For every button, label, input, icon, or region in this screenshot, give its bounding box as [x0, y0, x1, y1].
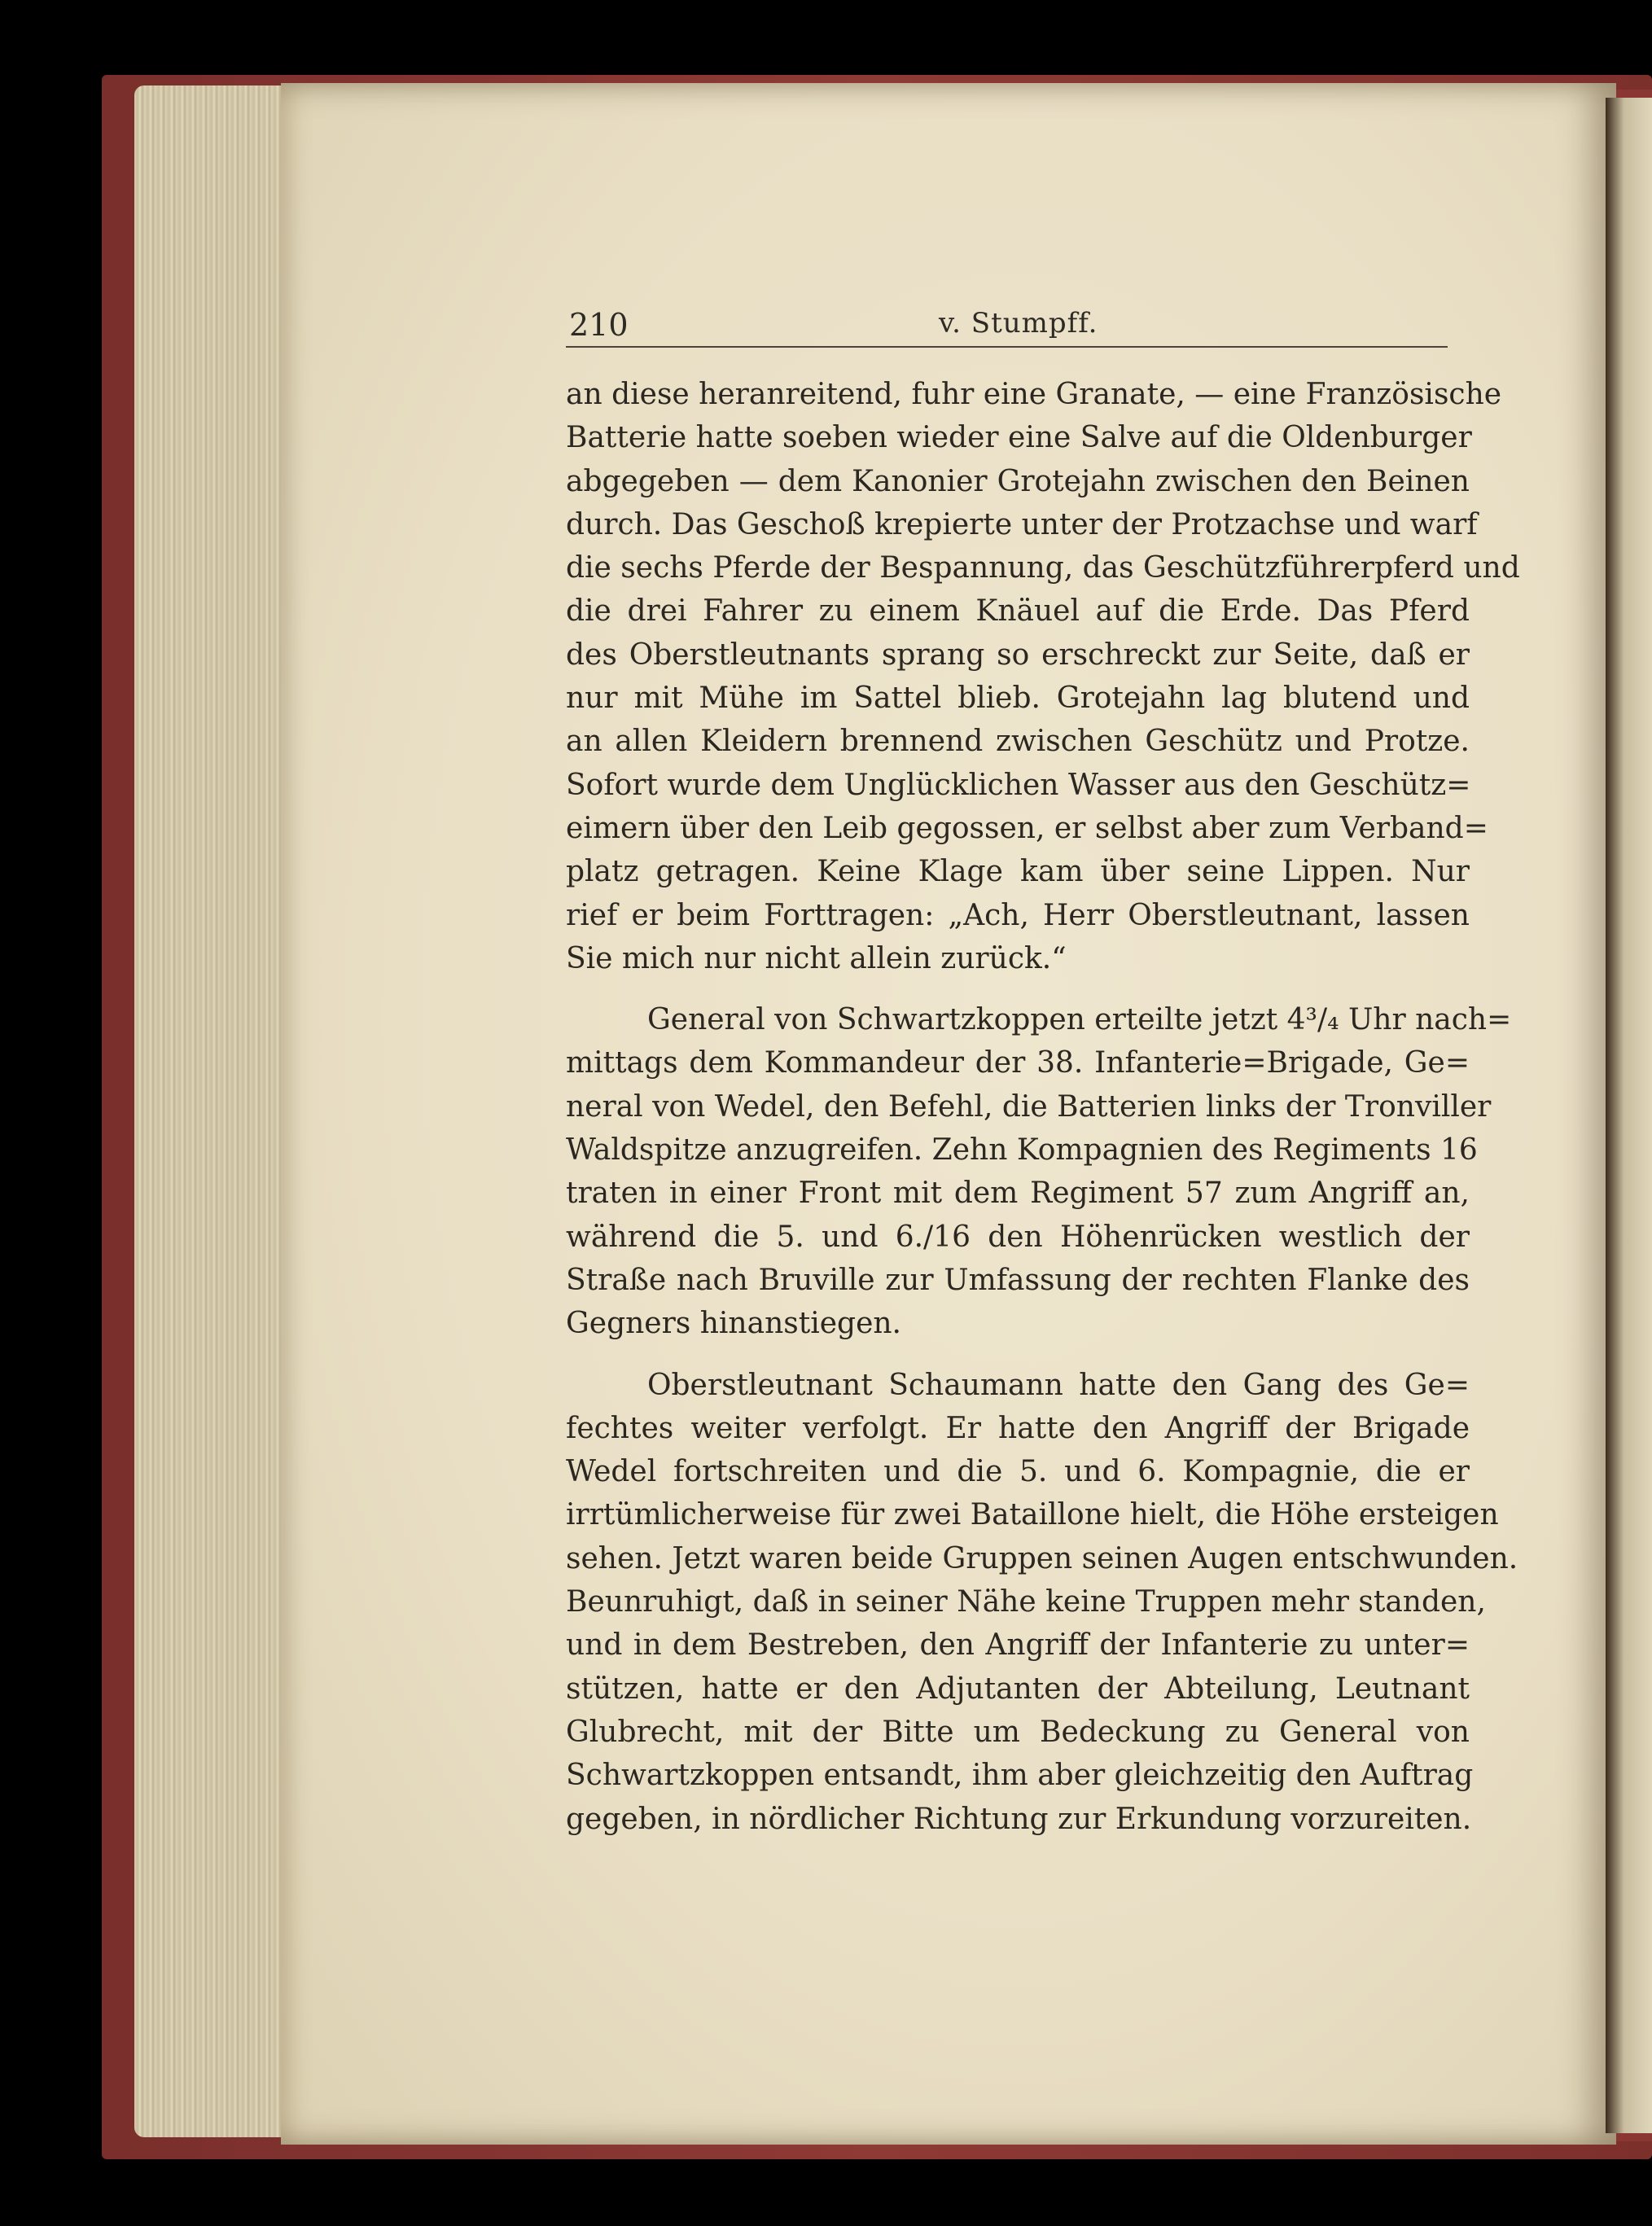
text-line: nur mit Mühe im Sattel blieb. Grotejahn lag blutend und [566, 681, 1470, 716]
text-line: platz getragen. Keine Klage kam über seine Lippen. Nur [566, 855, 1470, 889]
text-line: Waldspitze anzugreifen. Zehn Kompagnien des Regiments 16 [566, 1133, 1478, 1168]
paragraph [566, 998, 1512, 1345]
paragraph [566, 373, 1520, 980]
text-line: rief er beim Forttragen: „Ach, Herr Oberstleutnant, lassen [566, 898, 1470, 932]
text-line: Sofort wurde dem Unglücklichen Wasser aus den Geschütz= [566, 768, 1471, 802]
text-line: traten in einer Front mit dem Regiment 57 zum Angriff an, [566, 1177, 1470, 1211]
text-line: durch. Das Geschoß krepierte unter der Protzachse und warf [566, 507, 1478, 541]
text-line: Straße nach Bruville zur Umfassung der rechten Flanke des [566, 1263, 1470, 1297]
text-line: Schwartzkoppen entsandt, ihm aber gleichzeitig den Auftrag [566, 1759, 1474, 1793]
text-line: des Oberstleutnants sprang so erschreckt zur Seite, daß er [566, 638, 1470, 672]
paragraph [566, 1364, 1518, 1841]
text-line: die drei Fahrer zu einem Knäuel auf die Erde. Das Pferd [566, 594, 1470, 629]
text-line: Batterie hatte soeben wieder eine Salve auf die Oldenburger [566, 421, 1472, 455]
text-line: Wedel fortschreiten und die 5. und 6. Kompagnie, die er [566, 1455, 1470, 1489]
facing-page-edge [1606, 98, 1652, 2133]
text-line: fechtes weiter verfolgt. Er hatte den Angriff der Brigade [566, 1411, 1470, 1445]
text-line: General von Schwartzkoppen erteilte jetzt 4³/₄ Uhr nach= [647, 1003, 1512, 1037]
text-line: eimern über den Leib gegossen, er selbst aber zum Verband= [566, 811, 1488, 845]
text-line: abgegeben — dem Kanonier Grotejahn zwischen den Beinen [566, 464, 1470, 498]
page-number: 210 [569, 307, 629, 343]
page-header [566, 305, 1448, 348]
text-line: an allen Kleidern brennend zwischen Geschütz und Protze. [566, 725, 1470, 759]
text-line: Oberstleutnant Schaumann hatte den Gang des Ge= [647, 1368, 1470, 1402]
text-line: sehen. Jetzt waren beide Gruppen seinen Augen entschwunden. [566, 1541, 1518, 1575]
text-line: Gegners hinanstiegen. [566, 1307, 901, 1341]
text-line: an diese heranreitend, fuhr eine Granate, — eine Französische [566, 378, 1502, 411]
text-line: die sechs Pferde der Bespannung, das Geschützführerpferd und [566, 551, 1520, 585]
text-line: Glubrecht, mit der Bitte um Bedeckung zu General von [566, 1715, 1470, 1749]
text-line: neral von Wedel, den Befehl, die Batterien links der Tronviller [566, 1089, 1492, 1124]
text-line: und in dem Bestreben, den Angriff der Infanterie zu unter= [566, 1628, 1470, 1663]
text-line: Beunruhigt, daß in seiner Nähe keine Truppen mehr standen, [566, 1585, 1486, 1619]
text-line: irrtümlicherweise für zwei Bataillone hielt, die Höhe ersteigen [566, 1498, 1499, 1532]
running-title: v. Stumpff. [939, 307, 1098, 340]
text-line: während die 5. und 6./16 den Höhenrücken westlich der [566, 1220, 1470, 1254]
text-line: stützen, hatte er den Adjutanten der Abteilung, Leutnant [566, 1672, 1470, 1706]
page-edges [134, 85, 297, 2137]
text-line: mittags dem Kommandeur der 38. Infanterie=Brigade, Ge= [566, 1046, 1470, 1080]
text-line: gegeben, in nördlicher Richtung zur Erkundung vorzureiten. [566, 1802, 1472, 1836]
text-line: Sie mich nur nicht allein zurück.“ [566, 941, 1067, 975]
body-text [566, 373, 1520, 1841]
